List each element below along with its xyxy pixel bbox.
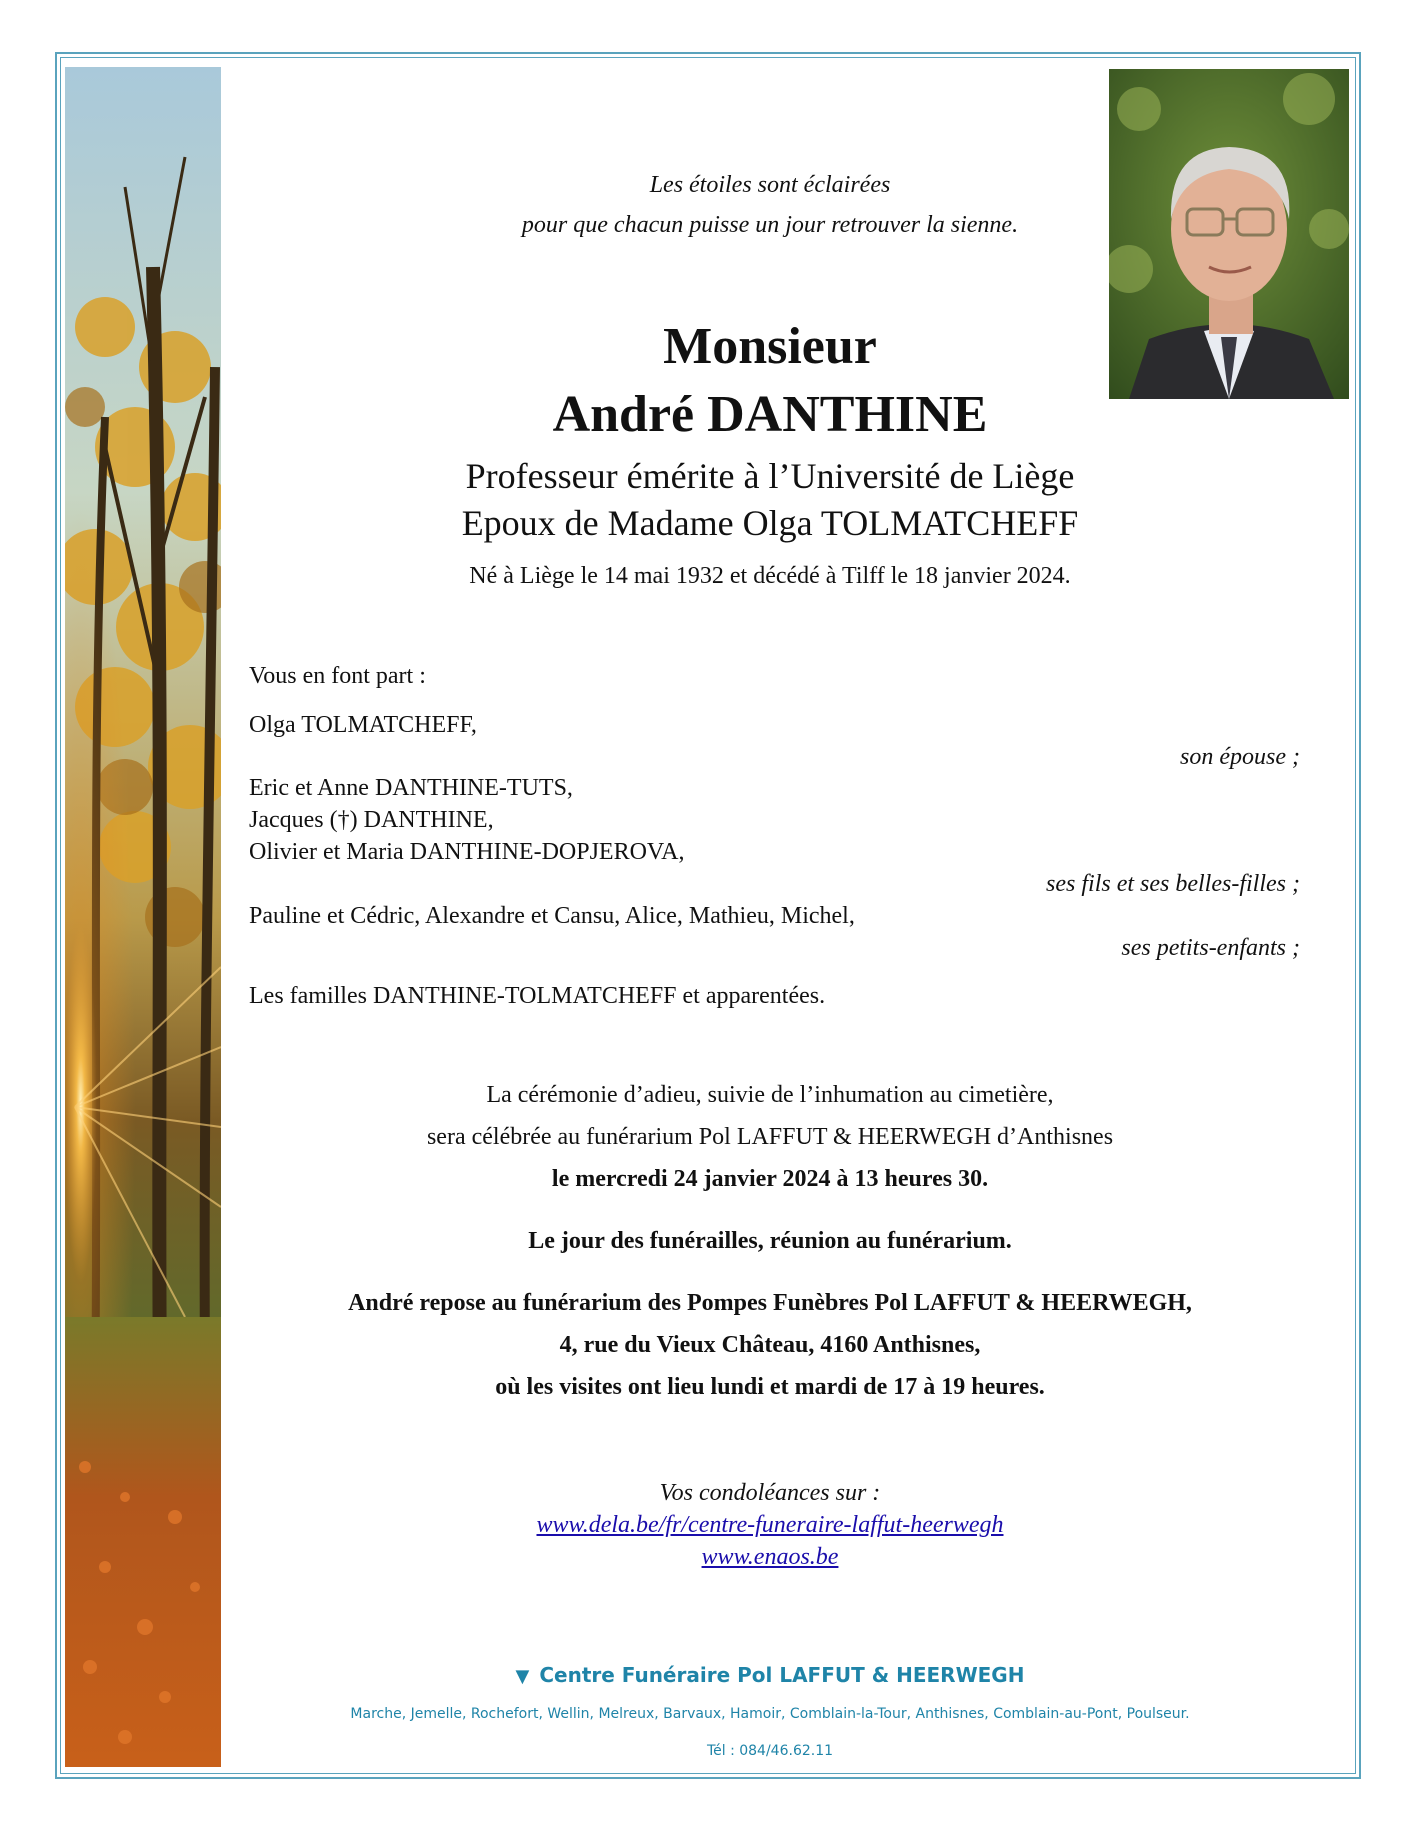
ceremony-meeting: Le jour des funérailles, réunion au funérarium. (528, 1228, 1012, 1254)
spouse-relation: son épouse ; (1180, 744, 1300, 770)
visitation-line-3: où les visites ont lieu lundi et mardi de 17 à 19 heures. (495, 1374, 1045, 1400)
deceased-spouse: Epoux de Madame Olga TOLMATCHEFF (461, 503, 1079, 543)
condolences-link-enaos[interactable]: www.enaos.be (701, 1544, 839, 1570)
condolences-link-dela[interactable]: www.dela.be/fr/centre-funeraire-laffut-heerwegh (536, 1512, 1004, 1538)
visitation-line-2: 4, rue du Vieux Château, 4160 Anthisnes, (559, 1332, 981, 1358)
triangle-down-icon: ▼ (515, 1666, 530, 1687)
quote-line-1: Les étoiles sont éclairées (649, 172, 891, 198)
deceased-name: André DANTHINE (552, 386, 988, 443)
child-line-3: Olivier et Maria DANTHINE-DOPJEROVA, (249, 839, 685, 865)
visitation-line-1: André repose au funérarium des Pompes Funèbres Pol LAFFUT & HEERWEGH, (348, 1290, 1192, 1316)
deceased-role: Professeur émérite à l’Université de Liège (465, 456, 1075, 496)
footer-phone: Tél : 084/46.62.11 (706, 1743, 834, 1759)
announcement-intro: Vous en font part : (249, 663, 426, 689)
spouse-name: Olga TOLMATCHEFF, (249, 712, 477, 738)
ceremony-line-2: sera célébrée au funérarium Pol LAFFUT & HEERWEGH d’Anthisnes (426, 1124, 1114, 1150)
quote-line-2: pour que chacun puisse un jour retrouver la sienne. (521, 212, 1019, 238)
families: Les familles DANTHINE-TOLMATCHEFF et apparentées. (249, 983, 826, 1009)
ceremony-line-1: La cérémonie d’adieu, suivie de l’inhumation au cimetière, (486, 1082, 1054, 1108)
child-line-1: Eric et Anne DANTHINE-TUTS, (249, 775, 573, 801)
footer-company (0, 1663, 1416, 1687)
children-relation: ses fils et ses belles-filles ; (1046, 871, 1300, 897)
deceased-dates: Né à Liège le 14 mai 1932 et décédé à Tilff le 18 janvier 2024. (469, 563, 1071, 589)
ceremony-date: le mercredi 24 janvier 2024 à 13 heures 30. (551, 1166, 989, 1192)
grandchildren: Pauline et Cédric, Alexandre et Cansu, Alice, Mathieu, Michel, (249, 903, 855, 929)
child-line-2: Jacques (†) DANTHINE, (249, 807, 494, 833)
footer-company-name: Centre Funéraire Pol LAFFUT & HEERWEGH (539, 1663, 1025, 1687)
condolences-label: Vos condoléances sur : (659, 1480, 881, 1506)
salutation: Monsieur (663, 318, 877, 375)
footer-locations: Marche, Jemelle, Rochefort, Wellin, Melreux, Barvaux, Hamoir, Comblain-la-Tour, Anthisnes, Comblain-au-Pont, Poulseur. (350, 1706, 1190, 1722)
grandchildren-relation: ses petits-enfants ; (1121, 935, 1300, 961)
